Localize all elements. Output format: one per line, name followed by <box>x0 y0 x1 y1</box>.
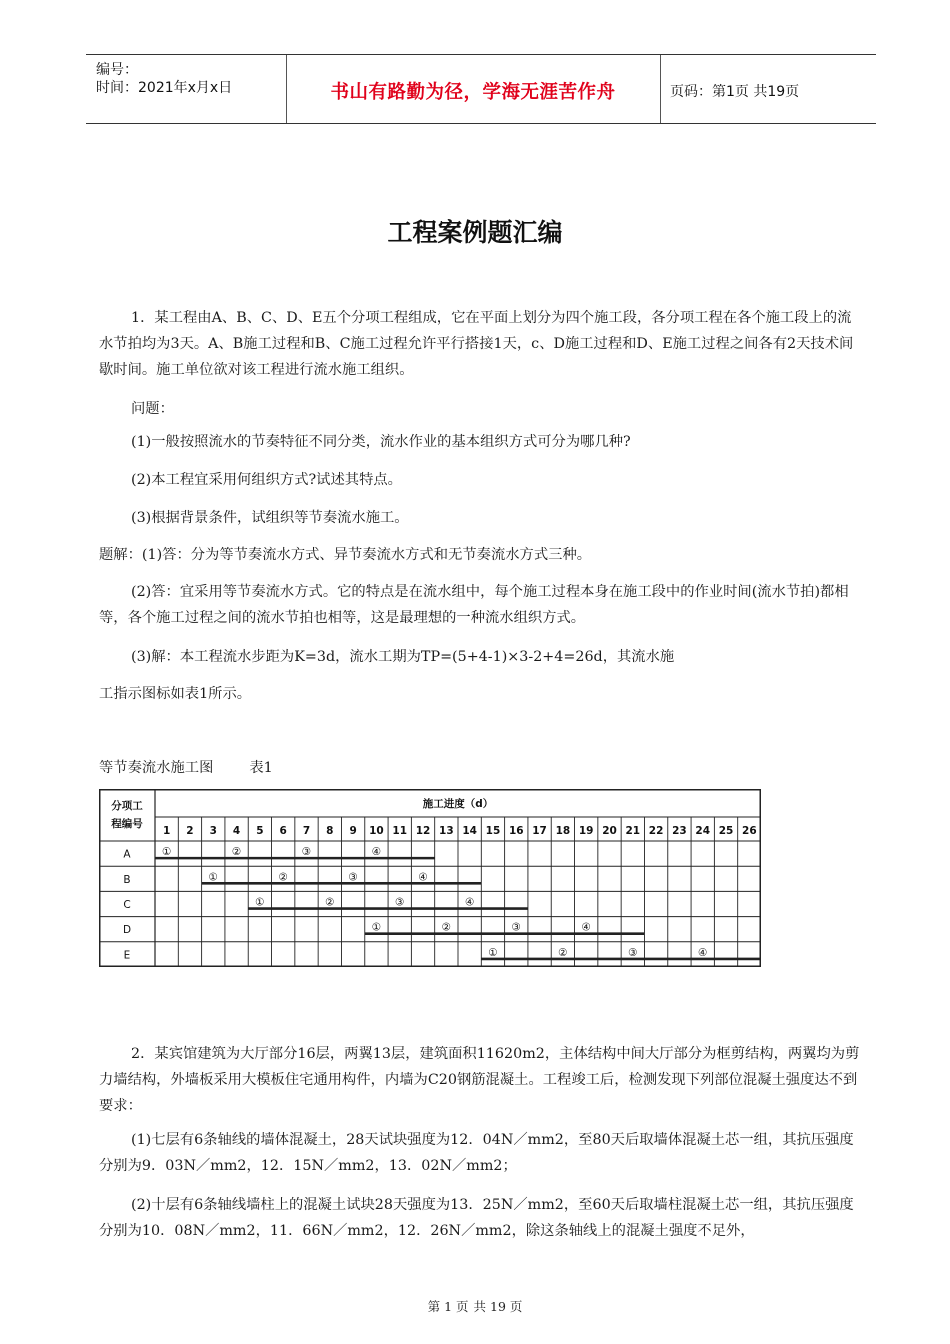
document-date-label: 时间：2021年x月x日 <box>96 80 233 96</box>
day-number: 9 <box>349 825 357 837</box>
footer-total: 共 19 页 <box>473 1299 523 1314</box>
row-label: D <box>122 924 132 937</box>
segment-label: ① <box>488 946 498 959</box>
segment-label: ④ <box>418 871 428 884</box>
case1-question-3: (3)根据背景条件，试组织等节奏流水施工。 <box>131 510 409 526</box>
footer-page: 第 1 页 <box>427 1299 469 1314</box>
case1-question-label: 问题： <box>131 401 174 417</box>
day-number: 3 <box>209 825 217 837</box>
row-label: C <box>123 899 131 911</box>
document-title: 工程案例题汇编 <box>387 218 563 247</box>
case1-question-1: (1)一般按照流水的节奏特征不同分类，流水作业的基本组织方式可分为哪几种? <box>131 434 631 450</box>
segment-label: ③ <box>301 846 312 859</box>
segment-label: ② <box>278 871 288 884</box>
day-number: 7 <box>302 825 311 837</box>
day-number: 12 <box>415 825 431 837</box>
header-page-cell <box>660 55 876 123</box>
day-number: 4 <box>232 825 241 837</box>
day-number: 20 <box>602 825 617 837</box>
day-number: 2 <box>186 825 194 837</box>
segment-label: ④ <box>581 921 591 934</box>
table-caption <box>99 757 273 777</box>
table-frame <box>100 790 761 967</box>
case2-item-2: (2)十层有6条轴线墙柱上的混凝土试块28天强度为13．25N／mm2，至60天后取墙柱混凝土芯一组，其抗压强度分别为10．08N／mm2，11．66N／mm2，12．26N／mm2，除这条轴线上的混凝土强度不足外， <box>99 1197 854 1239</box>
segment-label: ① <box>255 896 265 909</box>
segment-label: ② <box>558 946 568 959</box>
header-page-number: 页码：第1页 共19页 <box>670 84 800 100</box>
row-label: A <box>123 848 131 861</box>
day-number: 1 <box>162 825 171 837</box>
segment-label: ② <box>441 921 452 934</box>
case2-item-1: (1)七层有6条轴线的墙体混凝土，28天试块强度为12．04N／mm2，至80天后取墙体混凝土芯一组，其抗压强度分别为9．03N／mm2，12．15N／mm2，13．02N／mm2； <box>99 1132 854 1174</box>
case1-answer-2: (2)答：宜采用等节奏流水方式。它的特点是在流水组中，每个施工过程本身在施工段中的作业时间(流水节拍)都相等，各个施工过程之间的流水节拍也相等，这是最理想的一种流水组织方式。 <box>99 584 849 626</box>
segment-label: ① <box>161 846 172 859</box>
day-number: 21 <box>625 825 641 837</box>
day-number: 26 <box>742 825 757 837</box>
day-number: 14 <box>462 825 477 837</box>
case1-answer-3-line2: 工指示图标如表1所示。 <box>99 686 252 702</box>
document-number-label: 编号： <box>96 62 138 78</box>
day-number: 16 <box>508 825 524 837</box>
day-number: 22 <box>648 825 664 837</box>
case1-answer-1: 题解：(1)答：分为等节奏流水方式、异节奏流水方式和无节奏流水方式三种。 <box>99 547 592 563</box>
header-label-line2: 程编号 <box>111 818 143 830</box>
day-number: 25 <box>718 825 734 837</box>
day-number: 10 <box>369 825 384 837</box>
segment-label: ③ <box>348 871 358 884</box>
day-number: 13 <box>439 825 454 837</box>
segment-label: ④ <box>464 896 475 909</box>
segment-label: ① <box>371 921 382 934</box>
flow-schedule-table <box>99 789 761 967</box>
segment-label: ③ <box>395 896 405 909</box>
day-number: 17 <box>532 825 547 837</box>
day-number: 6 <box>279 825 287 837</box>
segment-label: ④ <box>371 846 382 859</box>
segment-label: ① <box>208 871 218 884</box>
segment-label: ② <box>231 846 242 859</box>
header-motto-cell <box>286 55 661 123</box>
page-footer <box>0 1297 950 1315</box>
day-number: 19 <box>578 825 594 837</box>
table-caption-name: 等节奏流水施工图 <box>99 760 214 776</box>
case1-question-2: (2)本工程宜采用何组织方式?试述其特点。 <box>131 472 402 488</box>
page-header <box>86 54 876 124</box>
case1-intro: 1．某工程由A、B、C、D、E五个分项工程组成，它在平面上划分为四个施工段，各分项工程在各个施工段上的流水节拍均为3天。A、B施工过程和B、C施工过程允许平行搭接1天，c、D施工过程和D、E施工过程之间各有2天技术间歇时间。施工单位欲对该工程进行流水施工组织。 <box>99 310 854 378</box>
segment-label: ③ <box>628 946 638 959</box>
segment-label: ③ <box>511 921 521 934</box>
day-number: 18 <box>555 825 571 837</box>
header-motto: 书山有路勤为径，学海无涯苦作舟 <box>330 82 616 103</box>
row-label: B <box>123 873 131 886</box>
header-label-line1: 分项工 <box>111 800 143 812</box>
day-number: 8 <box>326 825 334 837</box>
segment-label: ② <box>325 896 335 909</box>
case2-intro: 2．某宾馆建筑为大厅部分16层，两翼13层，建筑面积11620m2，主体结构中间大厅部分为框剪结构，两翼均为剪力墙结构，外墙板采用大模板住宅通用构件，内墙为C20钢筋混凝土。工程竣工后，检测发现下列部位混凝土强度达不到要求： <box>99 1046 860 1114</box>
header-info-cell <box>86 55 287 123</box>
progress-label: 施工进度（d） <box>422 798 494 810</box>
day-number: 15 <box>485 825 501 837</box>
day-number: 24 <box>695 825 711 837</box>
row-label: E <box>123 949 131 962</box>
case1-answer-3-line1: (3)解：本工程流水步距为K=3d，流水工期为TP=(5+4-1)×3-2+4=26d，其流水施 <box>131 649 675 665</box>
day-number: 5 <box>256 825 264 837</box>
segment-label: ④ <box>698 946 708 959</box>
table-caption-label: 表1 <box>249 760 273 776</box>
day-number: 23 <box>672 825 687 837</box>
day-number: 11 <box>392 825 408 837</box>
